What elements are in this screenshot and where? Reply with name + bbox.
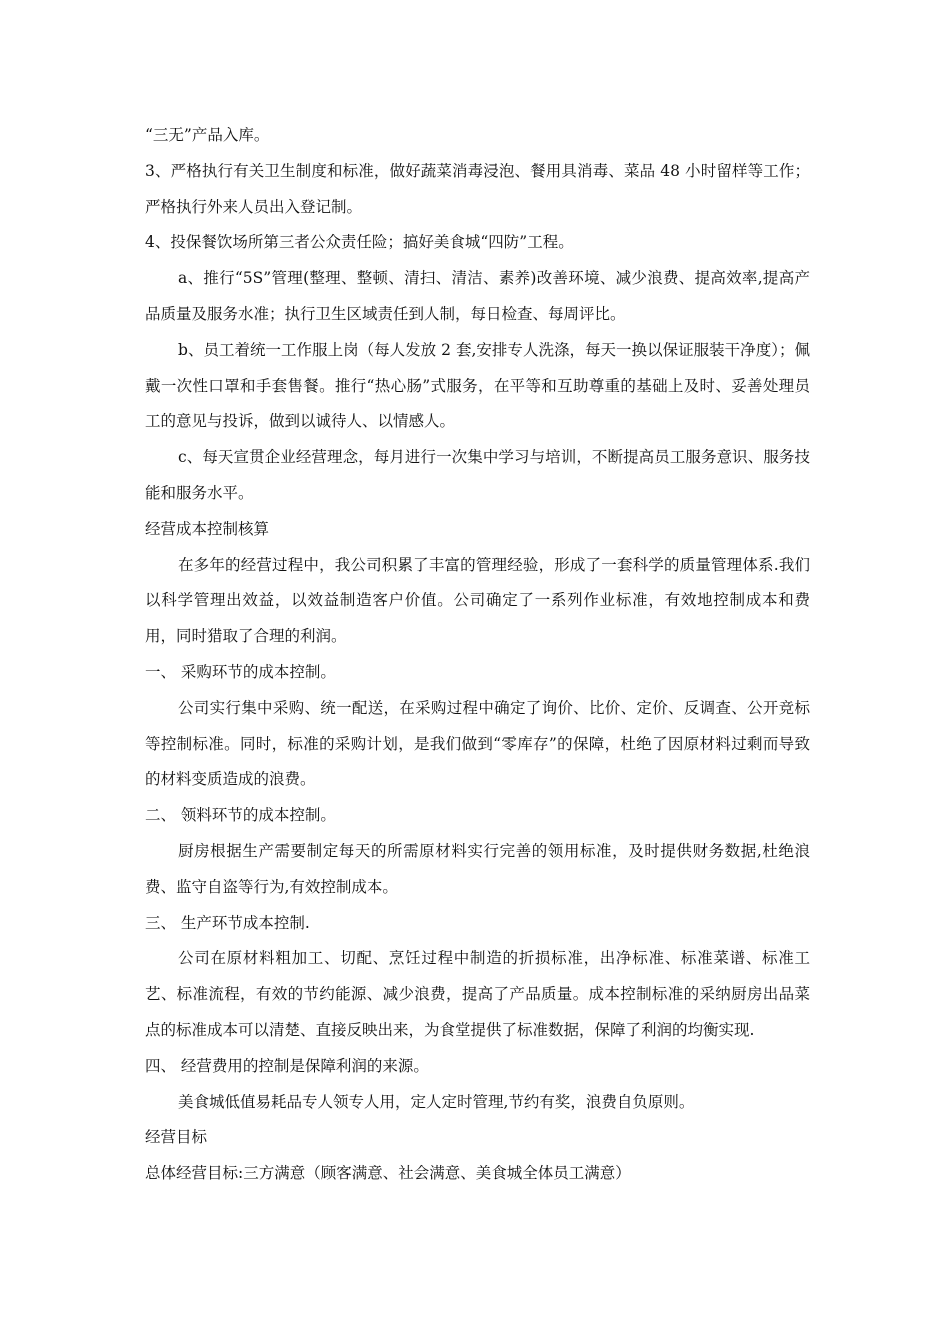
paragraph-sub-a: a、推行“5S”管理(整理、整顿、清扫、清洁、素养)改善环境、减少浪费、提高效率,提高产品质量及服务水准；执行卫生区域责任到人制，每日检查、每周评比。	[145, 269, 810, 323]
section-heading-goals: 经营目标	[145, 1128, 208, 1147]
section-heading-cost-control: 经营成本控制核算	[145, 519, 270, 538]
paragraph-cost-intro: 在多年的经营过程中，我公司积累了丰富的管理经验，形成了一套科学的质量管理体系.我们以科学管理出效益，以效益制造客户价值。公司确定了一系列作业标准，有效地控制成本和费用，同时猎取了合理的利润。	[145, 555, 810, 646]
subheading-expenses: 四、 经营费用的控制是保障利润的来源。	[145, 1056, 429, 1075]
paragraph-procurement: 公司实行集中采购、统一配送，在采购过程中确定了询价、比价、定价、反调查、公开竞标等控制标准。同时，标准的采购计划，是我们做到“零库存”的保障，杜绝了因原材料过剩而导致的材料变质造成的浪费。	[145, 698, 810, 789]
document-body	[145, 118, 810, 1192]
paragraph-continuation: “三无”产品入库。	[145, 126, 270, 144]
paragraph-expenses: 美食城低值易耗品专人领专人用，定人定时管理,节约有奖，浪费自负原则。	[178, 1092, 695, 1111]
subheading-procurement: 一、 采购环节的成本控制。	[145, 662, 336, 681]
paragraph-production: 公司在原材料粗加工、切配、烹饪过程中制造的折损标准，出净标准、标准菜谱、标准工艺、标准流程，有效的节约能源、减少浪费，提高了产品质量。成本控制标准的采纳厨房出品菜点的标准成本可以清楚、直接反映出来，为食堂提供了标准数据，保障了利润的均衡实现.	[145, 949, 810, 1039]
paragraph-sub-b: b、员工着统一工作服上岗（每人发放 2 套,安排专人洗涤，每天一换以保证服装干净度）；佩戴一次性口罩和手套售餐。推行“热心肠”式服务，在平等和互助尊重的基础上及时、妥善处理员工的意见与投诉，做到以诚待人、以情感人。	[145, 340, 810, 431]
paragraph-item-3: 3、严格执行有关卫生制度和标准，做好蔬菜消毒浸泡、餐用具消毒、菜品 48 小时留样等工作；严格执行外来人员出入登记制。	[145, 161, 810, 216]
subheading-production: 三、 生产环节成本控制.	[145, 913, 310, 932]
paragraph-requisition: 厨房根据生产需要制定每天的所需原材料实行完善的领用标准，及时提供财务数据,杜绝浪费、监守自盗等行为,有效控制成本。	[145, 841, 810, 896]
paragraph-sub-c: c、每天宣贯企业经营理念，每月进行一次集中学习与培训，不断提高员工服务意识、服务技能和服务水平。	[145, 448, 810, 502]
paragraph-item-4: 4、投保餐饮场所第三者公众责任险；搞好美食城“四防”工程。	[145, 233, 574, 252]
subheading-requisition: 二、 领料环节的成本控制。	[145, 806, 336, 825]
paragraph-overall-goal: 总体经营目标:三方满意（顾客满意、社会满意、美食城全体员工满意）	[145, 1164, 631, 1183]
